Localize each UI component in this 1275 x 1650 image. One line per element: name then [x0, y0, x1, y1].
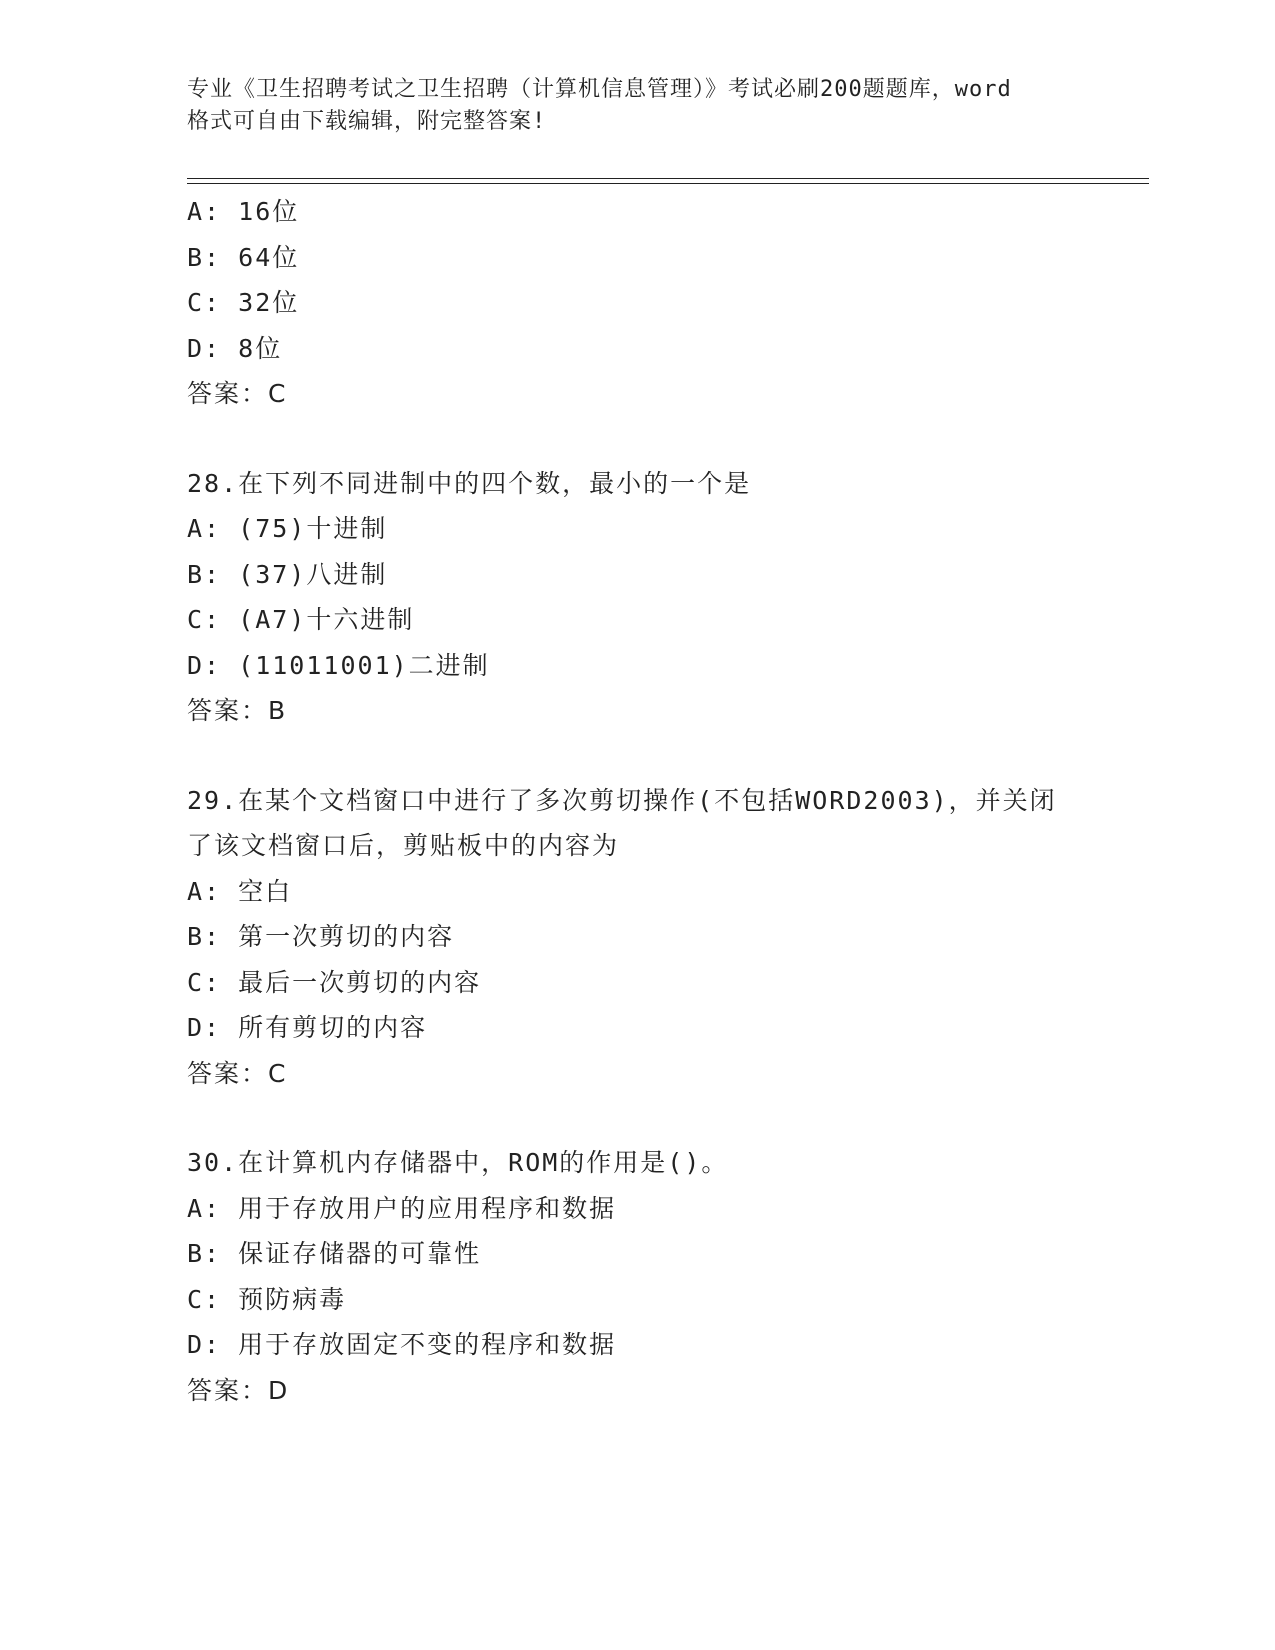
header-divider [187, 178, 1149, 184]
option-d: D: 8位 [187, 333, 283, 363]
spacer [187, 417, 1087, 461]
header-title-line-2: 格式可自由下载编辑，附完整答案! [187, 109, 547, 134]
answer-line: 答案：D [187, 1375, 290, 1405]
answer-line: 答案：C [187, 379, 288, 408]
option-d: D: 用于存放固定不变的程序和数据 [187, 1330, 617, 1359]
option-c: C: 32位 [187, 288, 300, 317]
spacer [187, 734, 1087, 778]
answer-line: 答案：C [187, 1058, 288, 1088]
document-header [187, 74, 1087, 138]
option-a: A: 用于存放用户的应用程序和数据 [187, 1193, 617, 1223]
question-29-block [187, 778, 1087, 1097]
header-title-line-1: 专业《卫生招聘考试之卫生招聘（计算机信息管理）》考试必刷200题题库，word [187, 77, 1012, 102]
question-30-block [187, 1140, 1087, 1413]
question-28-block [187, 461, 1087, 734]
question-text-line-2: 了该文档窗口后，剪贴板中的内容为 [187, 831, 620, 860]
option-a: A: 16位 [187, 197, 300, 226]
option-b: B: 64位 [187, 242, 300, 272]
option-c: C: 最后一次剪切的内容 [187, 967, 482, 997]
option-a: A: (75)十进制 [187, 514, 388, 543]
question-text-line-1: 29.在某个文档窗口中进行了多次剪切操作(不包括WORD2003)，并关闭 [187, 785, 1057, 815]
spacer [187, 1096, 1087, 1140]
question-27-block [187, 189, 1087, 417]
option-b: B: (37)八进制 [187, 559, 388, 589]
question-text: 30.在计算机内存储器中，ROM的作用是()。 [187, 1148, 729, 1177]
answer-line: 答案：B [187, 696, 288, 725]
question-list [187, 189, 1087, 1413]
option-b: B: 第一次剪切的内容 [187, 922, 455, 951]
option-b: B: 保证存储器的可靠性 [187, 1239, 482, 1268]
option-d: D: 所有剪切的内容 [187, 1013, 428, 1042]
option-d: D: (11011001)二进制 [187, 650, 490, 680]
option-a: A: 空白 [187, 876, 293, 906]
question-text: 28.在下列不同进制中的四个数，最小的一个是 [187, 468, 752, 498]
option-c: C: 预防病毒 [187, 1284, 347, 1314]
option-c: C: (A7)十六进制 [187, 605, 415, 634]
